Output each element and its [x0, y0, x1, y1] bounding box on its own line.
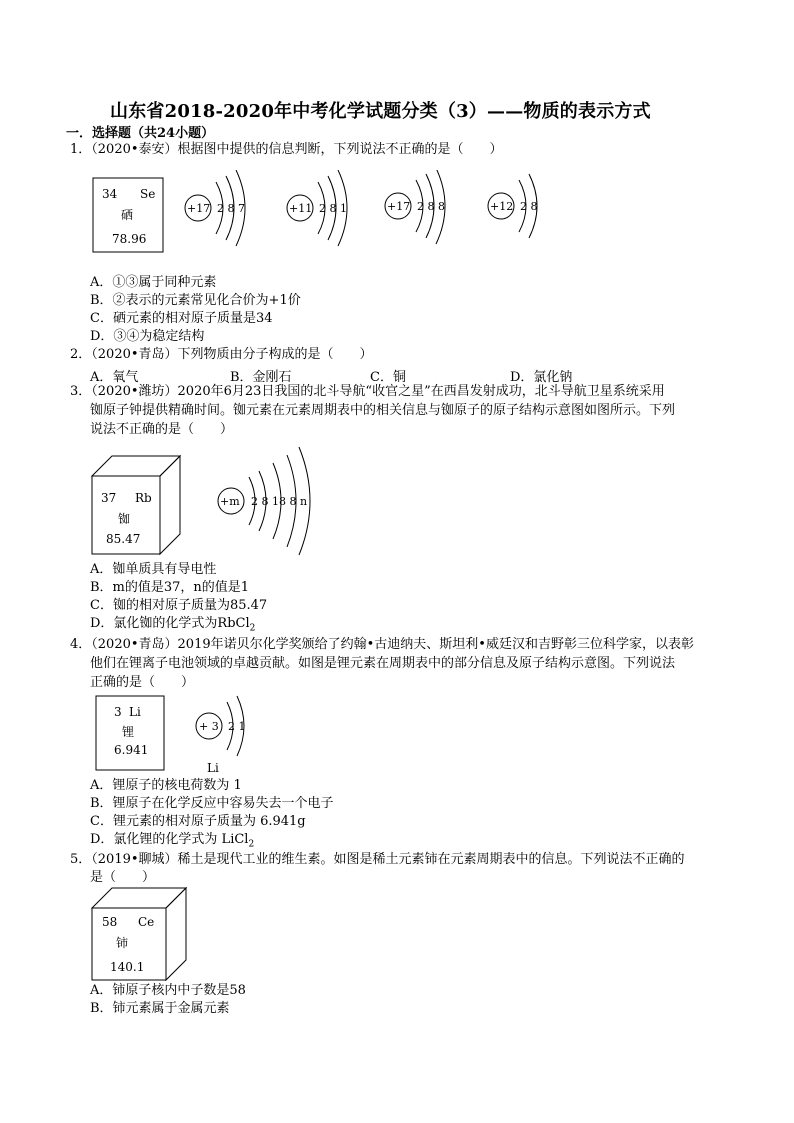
q5-option-b: B．铈元素属于金属元素 — [90, 1001, 230, 1016]
element-symbol: Ce — [138, 915, 155, 929]
element-mass: 140.1 — [110, 960, 145, 974]
q3-element-card — [92, 456, 180, 554]
q4-option-b: B．锂原子在化学反应中容易失去一个电子 — [90, 796, 334, 811]
element-symbol: Se — [140, 187, 156, 201]
q4-atom — [196, 696, 246, 775]
shell-electrons: 2 8 18 8 n — [251, 495, 308, 508]
shell-electrons: 2 8 1 — [319, 202, 347, 215]
q2-option-c: C．铜 — [370, 370, 406, 385]
element-mass: 78.96 — [112, 232, 147, 246]
q1-stem: 1．（2020•泰安）根据图中提供的信息判断，下列说法不正确的是（ ） — [70, 142, 503, 157]
q2-option-a: A．氧气 — [90, 370, 139, 385]
shell-electrons: 2 8 — [520, 200, 538, 213]
q1-option-c: C．硒元素的相对原子质量是34 — [90, 311, 273, 326]
section-heading: 一．选择题（共24小题） — [66, 126, 215, 141]
nucleus-charge: +17 — [187, 202, 211, 215]
q1-figure — [88, 170, 568, 274]
nucleus-charge: +17 — [387, 200, 411, 213]
shell-electrons: 2 8 8 — [417, 200, 445, 213]
q3-stem-line-2: 铷原子钟提供精确时间。铷元素在元素周期表中的相关信息与铷原子的原子结构示意图如图所示。下列 — [90, 403, 676, 418]
q5-element-card — [92, 888, 186, 980]
q3-option-b: B．m的值是37，n的值是1 — [90, 580, 250, 595]
q4-figure — [88, 688, 268, 778]
shell-electrons: 2 1 — [228, 720, 246, 733]
q5-stem-line-1: 5．（2019•聊城）稀土是现代工业的维生素。如图是稀土元素铈在元素周期表中的信息。下列说法不正确的 — [70, 852, 685, 867]
element-number: 37 — [101, 491, 117, 505]
q3-option-c: C．铷的相对原子质量为85.47 — [90, 598, 268, 613]
q2-option-d: D．氯化钠 — [510, 370, 573, 385]
q3-atom — [218, 447, 310, 555]
element-mass: 85.47 — [106, 532, 141, 546]
q3-figure — [88, 440, 348, 558]
element-name: 铈 — [116, 936, 129, 950]
q5-figure — [88, 884, 208, 984]
element-name: 锂 — [122, 725, 135, 739]
nucleus-charge: +11 — [289, 202, 313, 215]
q4-option-c: C．锂元素的相对原子质量为 6.941g — [90, 814, 306, 829]
element-number: 3 — [114, 705, 122, 719]
q5-stem-line-2: 是（ ） — [90, 870, 156, 885]
page-title: 山东省2018-2020年中考化学试题分类（3）——物质的表示方式 — [110, 101, 651, 122]
q1-atom-2 — [287, 170, 347, 274]
q4-stem-line-1: 4．（2020•青岛）2019年诺贝尔化学奖颁给了约翰•古迪纳夫、斯坦利•威廷汉和吉野彰三位科学家，以表彰 — [70, 637, 694, 652]
q3-stem-line-3: 说法不正确的是（ ） — [90, 422, 234, 437]
shell-electrons: 2 8 7 — [217, 202, 245, 215]
q3-stem-line-1: 3．（2020•潍坊）2020年6月23日我国的北斗导航“收官之星”在西昌发射成功，北斗导航卫星系统采用 — [70, 384, 665, 399]
q1-atom-3 — [385, 170, 445, 274]
element-number: 58 — [102, 915, 118, 929]
q1-option-a: A．①③属于同种元素 — [90, 275, 217, 290]
q4-stem-line-3: 正确的是（ ） — [90, 675, 195, 690]
nucleus-charge: + 3 — [199, 720, 219, 733]
q1-atom-4 — [488, 174, 538, 274]
q5-option-a: A．铈原子核内中子数是58 — [90, 983, 246, 998]
element-name: 硒 — [121, 208, 134, 222]
element-number: 34 — [102, 187, 118, 201]
q4-stem-line-2: 他们在锂离子电池领域的卓越贡献。如图是锂元素在周期表中的部分信息及原子结构示意图。下列说法 — [90, 656, 676, 671]
nucleus-charge: +m — [220, 495, 240, 508]
nucleus-charge: +12 — [490, 200, 514, 213]
q1-option-b: B．②表示的元素常见化合价为+1价 — [90, 293, 301, 308]
q3-option-a: A．铷单质具有导电性 — [90, 562, 217, 577]
q4-option-d: D．氯化锂的化学式为 LiCl$_2$ — [90, 832, 255, 850]
q1-option-d: D．③④为稳定结构 — [90, 329, 205, 344]
q4-element-card — [96, 696, 164, 770]
element-symbol: Rb — [135, 491, 152, 505]
q1-element-card — [93, 178, 163, 252]
element-mass: 6.941 — [114, 743, 149, 757]
q2-stem: 2．（2020•青岛）下列物质由分子构成的是（ ） — [70, 347, 373, 362]
q1-atom-1 — [185, 170, 245, 274]
q3-option-d: D．氯化铷的化学式为RbCl$_2$ — [90, 616, 256, 634]
element-name: 铷 — [118, 512, 131, 526]
atom-label: Li — [207, 761, 219, 775]
q2-option-b: B．金刚石 — [230, 370, 292, 385]
element-symbol: Li — [129, 705, 141, 719]
q4-option-a: A．锂原子的核电荷数为 1 — [90, 778, 242, 793]
